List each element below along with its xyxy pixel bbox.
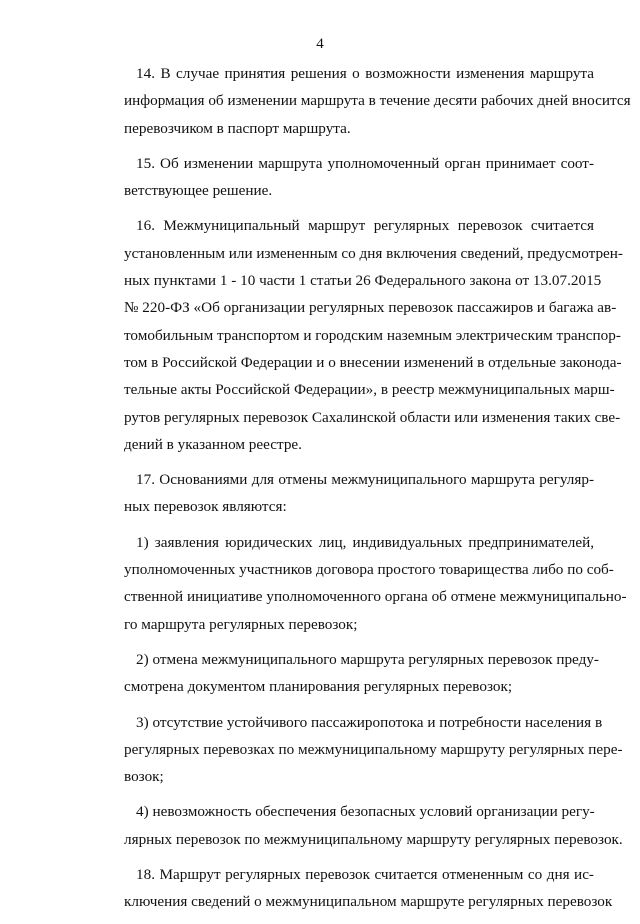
text-line: томобильным транспортом и городским наземным электрическим транспор- [124, 326, 621, 344]
text-line: ных перевозок являются: [124, 498, 287, 516]
text-line: информация об изменении маршрута в течение десяти рабочих дней вносится [124, 92, 631, 110]
list-item-1 [124, 529, 627, 638]
text-line: ветствующее решение. [124, 182, 273, 200]
text-line: 4) невозможность обеспечения безопасных условий организации регу- [136, 803, 595, 821]
text-line: 18. Маршрут регулярных перевозок считается отмененным со дня ис- [136, 866, 594, 884]
paragraph-16 [124, 212, 623, 458]
text-line: тельные акты Российской Федерации», в реестр межмуниципальных марш- [124, 381, 615, 399]
text-line: 2) отмена межмуниципального маршрута регулярных перевозок преду- [136, 650, 599, 668]
text-line: 17. Основаниями для отмены межмуниципального маршрута регуляр- [136, 471, 594, 489]
text-line: лярных перевозок по межмуниципальному маршруту регулярных перевозок. [124, 830, 623, 848]
paragraph-17 [124, 466, 594, 521]
text-line: возок; [124, 768, 164, 786]
paragraph-18 [124, 861, 613, 916]
text-line: 15. Об изменении маршрута уполномоченный орган принимает соот- [136, 154, 594, 172]
text-line: дений в указанном реестре. [124, 435, 302, 453]
text-line: 1) заявления юридических лиц, индивидуальных предпринимателей, [136, 533, 594, 551]
text-line: 3) отсутствие устойчивого пассажиропотока и потребности населения в [136, 713, 603, 731]
text-line: ных пунктами 1 - 10 части 1 статьи 26 Федерального закона от 13.07.2015 [124, 272, 602, 290]
paragraph-15 [124, 150, 594, 205]
list-item-3 [124, 709, 623, 791]
text-line: ственной инициативе уполномоченного органа об отмене межмуниципально- [124, 588, 627, 606]
page-number: 4 [316, 36, 324, 52]
text-line: 16. Межмуниципальный маршрут регулярных перевозок считается [136, 217, 594, 235]
paragraph-14 [124, 60, 631, 142]
text-line: № 220-ФЗ «Об организации регулярных перевозок пассажиров и багажа ав- [124, 299, 617, 317]
text-line: регулярных перевозках по межмуниципальному маршруту регулярных пере- [124, 740, 623, 758]
text-line: 14. В случае принятия решения о возможности изменения маршрута [136, 65, 594, 82]
text-line: смотрена документом планирования регулярных перевозок; [124, 678, 513, 696]
text-line: уполномоченных участников договора простого товарищества либо по соб- [124, 561, 614, 579]
list-item-2 [124, 646, 599, 701]
text-line: установленным или измененным со дня включения сведений, предусмотрен- [124, 244, 623, 262]
text-line: ключения сведений о межмуниципальном маршруте регулярных перевозок [124, 893, 613, 911]
text-line: го маршрута регулярных перевозок; [124, 615, 358, 633]
text-line: рутов регулярных перевозок Сахалинской области или изменения таких све- [124, 408, 621, 426]
document-body [124, 60, 631, 924]
text-line: том в Российской Федерации и о внесении изменений в отдельные законода- [124, 353, 622, 371]
list-item-4 [124, 798, 623, 853]
text-line: перевозчиком в паспорт маршрута. [124, 119, 351, 137]
